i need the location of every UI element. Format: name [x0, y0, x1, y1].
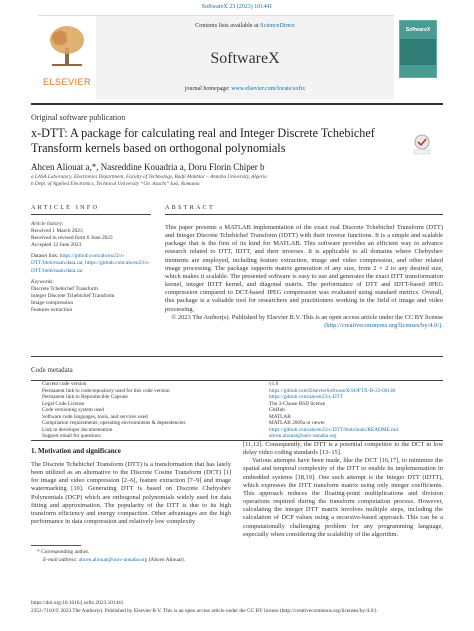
keyword-item: Image compression [31, 299, 74, 306]
table-row: Current code version v1.0 [42, 381, 279, 387]
affiliation-b: b Dept. of Applied Electronics, Technical University “Gh. Asachi” Iasi, Romania [31, 181, 200, 187]
dataset-entry [31, 253, 151, 274]
table-row: Legal Code License The 3-Clause BSD license [42, 400, 326, 407]
journal-cover-image[interactable] [399, 20, 437, 78]
table-row: Link to developer documentation https://github.com/ahcen23/x-DTT/blob/main/README.md [31, 427, 443, 434]
elsevier-logo [38, 16, 96, 100]
paragraph: Various attempts have been made, like the DCT [16,17], to minimize the spatial and temporal complexity of the DTT to enable its implementation in embedded systems [18,19]. One such attempt is the Integer DTT (IDTT), which expresses the DTT transform matrix using only integer coefficients. This approach reduces the floating-point multiplications and division operations required during the transform computation process. However, calculating the integer DTT matrix involves multiple steps, including the calculation of DCP values using a recursive-based approach. This can be a computationally challenging problem for any programming language, especially when considering the scalability of the algorithm. [243, 457, 443, 538]
abstract-bottom-rule [31, 356, 443, 357]
section-heading: 1. Motivation and significance [31, 447, 121, 455]
author-list[interactable]: Ahcen Aliouat a,*, Nasreddine Kouadria a, Doru Florin Chiper b [31, 162, 265, 172]
capsule-link[interactable]: https://github.com/ahcen23/x-DTT [269, 394, 343, 401]
article-title: x-DTT: A package for calculating real and Integer Discrete Tchebichef Transform kernels based on orthogonal polynomials [31, 126, 375, 155]
journal-reference-link[interactable]: SoftwareX 23 (2023) 101441 [201, 4, 273, 10]
code-metadata-heading: Code metadata [31, 366, 73, 374]
revised-date: Received in revised form 6 June 2023 [31, 235, 113, 242]
journal-header [38, 15, 394, 99]
section-body-left: The Discrete Tchebichef Transform (DTT) is a transformation that has lately been utilized as an alternative to the Discrete Cosine Transform (DCT) [1] for image and video compression [2–6], feature extraction [7–9] and image watermarking [10]. Generating DTT is based on Discrete Chebyshev Polynomials (DCP) which are orthogonal polynomials widely used for data fitting and approximation. The popularity of the DTT is due to its high transform efficiency and energy compaction. Other advantages are the high performance in data compression and relatively low complexity [31, 461, 231, 526]
check-for-updates-icon[interactable] [410, 133, 434, 155]
article-info [31, 221, 151, 314]
support-email-link[interactable]: ahcen.aliouat@univ-annaba.org [269, 433, 337, 440]
table-row: Compilation requirements, operating environments & dependencies MATLAB 2009a or newer [42, 420, 326, 427]
author-email-link[interactable]: ahcen.aliouat@univ-annaba.org [78, 557, 148, 563]
footnote-rule [31, 545, 81, 546]
keyword-item: Discrete Tchebichef Transform [31, 285, 98, 292]
homepage-line: journal homepage: www.elsevier.com/locate/softx [184, 86, 306, 92]
code-repository-link[interactable]: https://github.com/ElsevierSoftwareX/SOFTX-D-23-00146 [269, 387, 396, 394]
paragraph: [11,12]. Consequently, the DTT is a potential competitor to the DCT in low delay video coding standards [13–15]. [243, 441, 443, 457]
history-label: Article history: [31, 221, 64, 227]
abstract-copyright: © 2023 The Author(s). Published by Elsevier B.V. This is an open access article under the CC BY license (http://creativecommons.org/licenses/by/4.0/). [171, 313, 443, 329]
keyword-item: Features extraction [31, 307, 73, 314]
section-body-right [243, 441, 443, 539]
code-metadata-table [31, 380, 443, 441]
footer-license-line: 2352-7110/© 2023 The Author(s). Published by Elsevier B.V. This is an open access article under the CC BY license (http://creativecommons.org/licenses/by/4.0/). [31, 608, 378, 614]
abstract-text: This paper presents a MATLAB implementation of the exact real Discrete Tchebichef Transform (DTT) and Integer Discrete Tchebichef Transform (IDTT) with their inverse functions. It is a simple and scalable package that is the first of its kind for MATLAB. This software provides an efficient way to advance research related to DTT, IDTT, and their inverses. It is applicable to all domains where Chebyshev moments are employed, including feature extraction, image and video compression, and other related image processing. The package supports matrix generation of any size, from 2 × 2 to any desired size, which makes it scalable. The presented software is easy to use and generates the exact DTT transformation kernel, integer IDTT kernel, and diagonal matrix. The performance of DTT and IDTT-based JPEG compression compared to DCT-based JPEG compression was evaluated using standard metrics. Overall, this package is a valuable tool for researchers and practitioners working in the field of image and video processing. [165, 224, 443, 313]
doi-link[interactable]: https://doi.org/10.1016/j.softx.2023.101441 [31, 600, 124, 606]
publication-type: Original software publication [31, 113, 126, 122]
table-row: Permanent link to Reproducible Capsule https://github.com/ahcen23/x-DTT [31, 394, 443, 401]
table-row: Support email for questions ahcen.aliouat@univ-annaba.org [31, 433, 443, 440]
accepted-date: Accepted 12 June 2023 [31, 242, 82, 249]
abstract-body [165, 224, 443, 330]
affiliation-a: a LASA Laboratory, Electronics Department, Faculty of Technology, Badji Mokhtar – Annaba University, Algeria [31, 174, 267, 180]
table-row: Software code languages, tools, and services used MATLAB [42, 413, 291, 420]
journal-homepage-link[interactable]: www.elsevier.com/locate/softx [231, 86, 306, 92]
header-divider [31, 103, 443, 105]
article-info-heading: ARTICLE INFO [31, 204, 100, 211]
sciencedirect-link[interactable]: ScienceDirect [260, 22, 295, 29]
cc-license-link[interactable]: (http://creativecommons.org/licenses/by/4.0/). [324, 321, 443, 329]
cover-title: SoftwareX [405, 27, 431, 33]
table-row: Permanent link to code/repository used for this code version https://github.com/ElsevierSoftwareX/SOFTX-D-23-00146 [31, 388, 443, 395]
elsevier-tree-icon [48, 24, 86, 68]
keywords-label: Keywords: [31, 278, 55, 285]
journal-name: SoftwareX [210, 50, 280, 67]
publisher-name: ELSEVIER [42, 77, 92, 87]
dataset-label: Dataset link: [31, 253, 59, 260]
keyword-item: Integer Discrete Tchebichef Transform [31, 292, 115, 299]
received-date: Received 1 March 2023 [31, 228, 83, 235]
abstract-heading: ABSTRACT [165, 204, 215, 211]
table-row: Code versioning system used GitHub [42, 407, 285, 414]
contents-line: Contents lists available at ScienceDirect [195, 22, 295, 29]
dataset-link[interactable]: https://github.com/ahcen23/x-DTT/blob/main/data.rar, https://github.com/ahcen23/x-DTT/blob/main/data.rar [31, 253, 150, 274]
corresponding-author-note: * Corresponding author. [37, 549, 90, 555]
author-email-note: E-mail address: ahcen.aliouat@univ-annaba.org (Ahcen Aliouat). [43, 557, 185, 563]
abstract-rule [165, 214, 443, 215]
article-info-rule [31, 214, 151, 215]
documentation-link[interactable]: https://github.com/ahcen23/x-DTT/blob/main/README.md [269, 426, 398, 433]
cover-band [400, 39, 436, 65]
